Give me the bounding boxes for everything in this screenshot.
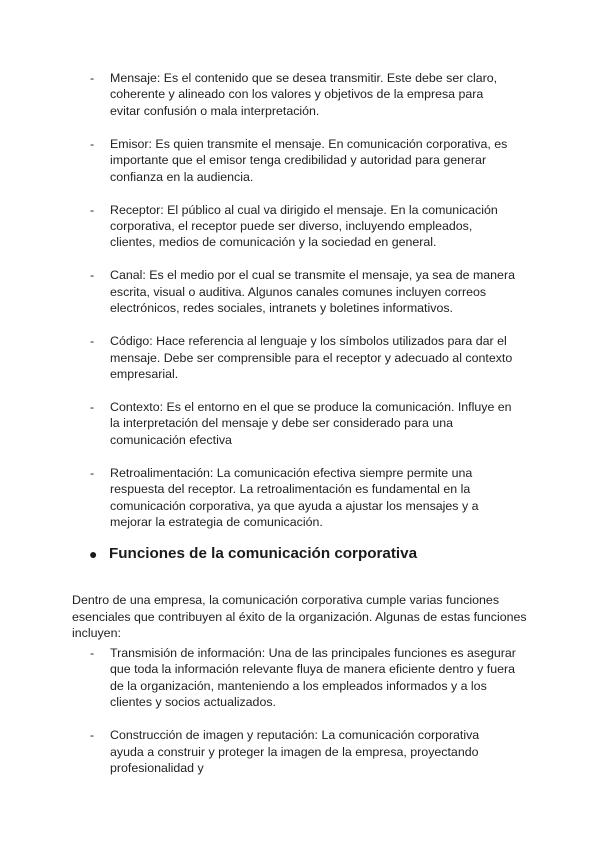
list-item	[0, 70, 600, 119]
section-title: Funciones de la comunicación corporativa	[109, 545, 418, 562]
list-item-text: Mensaje: Es el contenido que se desea transmitir. Este debe ser claro, coherente y alineado con los valores y objetivos de la empresa para evitar confusión o mala interpretación.	[110, 71, 498, 118]
list-item	[0, 645, 600, 711]
list-item-text: Código: Hace referencia al lenguaje y los símbolos utilizados para dar el mensaje. Debe ser comprensible para el receptor y adecuado al contexto empresarial.	[110, 334, 513, 382]
list-item-text: Receptor: El público al cual va dirigido el mensaje. En la comunicación corporativa, el receptor puede ser diverso, incluyendo empleados, clientes, medios de comunicación y la sociedad en general.	[110, 202, 498, 250]
list-item	[0, 465, 600, 531]
list-item-text: Emisor: Es quien transmite el mensaje. En comunicación corporativa, es importante que el emisor tenga credibilidad y autoridad para generar confianza en la audiencia.	[110, 136, 508, 184]
intro-paragraph: Dentro de una empresa, la comunicación corporativa cumple varias funciones esenciales que contribuyen al éxito de la organización. Algunas de estas funciones incluyen:	[72, 593, 527, 641]
list-item-text: Retroalimentación: La comunicación efectiva siempre permite una respuesta del receptor. La retroalimentación es fundamental en la comunicación corporativa, ya que ayuda a ajustar los mensajes y a mejorar la estrategia de comunicación.	[110, 465, 479, 530]
bullet-marker: ●	[89, 546, 98, 562]
list-item	[0, 202, 600, 251]
dash-marker: -	[90, 202, 95, 217]
dash-marker: -	[90, 71, 95, 85]
list-item-text: Construcción de imagen y reputación: La comunicación corporativa ayuda a construir y proteger la imagen de la empresa, proyectando profesionalidad y	[110, 728, 480, 776]
dash-marker: -	[90, 465, 95, 480]
functions-list	[0, 645, 600, 793]
dash-marker: -	[90, 400, 95, 415]
list-item-text: Transmisión de información: Una de las principales funciones es asegurar que toda la información relevante fluya de manera eficiente dentro y fuera de la organización, manteniendo a los empleados informados y a los clientes y socios actualizados.	[110, 646, 516, 710]
list-item	[0, 136, 600, 185]
dash-marker: -	[90, 136, 95, 151]
list-item	[0, 267, 600, 316]
list-item	[0, 399, 600, 448]
dash-marker: -	[90, 646, 95, 660]
communication-elements-list	[0, 70, 600, 547]
list-item	[0, 333, 600, 382]
dash-marker: -	[90, 728, 95, 743]
list-item	[0, 727, 600, 776]
list-item-text: Contexto: Es el entorno en el que se produce la comunicación. Influye en la interpretación del mensaje y debe ser considerado para una comunicación efectiva	[110, 400, 512, 447]
dash-marker: -	[90, 268, 95, 283]
dash-marker: -	[90, 334, 95, 349]
list-item-text: Canal: Es el medio por el cual se transmite el mensaje, ya sea de manera escrita, visual o auditiva. Algunos canales comunes incluyen correos electrónicos, redes sociales, intranets y boletines informativos.	[110, 268, 515, 316]
